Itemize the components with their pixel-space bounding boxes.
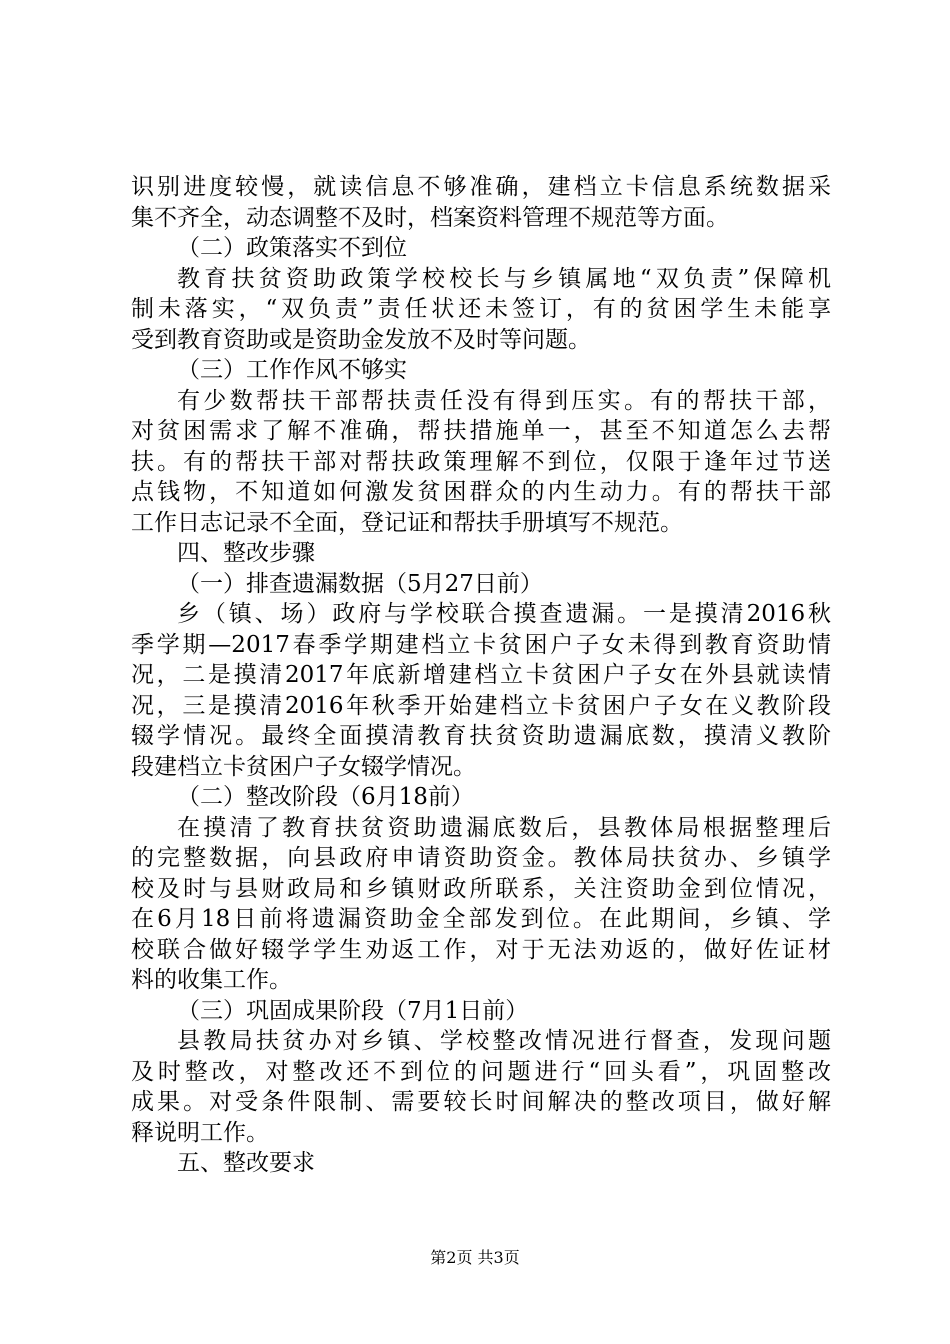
document-body	[131, 172, 831, 1179]
paragraph-line: 况，三是摸清2016年秋季开始建档立卡贫困户子女在义教阶段	[131, 692, 831, 719]
paragraph-line: 对贫困需求了解不准确，帮扶措施单一，甚至不知道怎么去帮	[131, 418, 831, 444]
paragraph-line: 的完整数据，向县政府申请资助资金。教体局扶贫办、乡镇学	[131, 845, 831, 871]
subsection-heading: （三）工作作风不够实	[177, 357, 407, 383]
paragraph-line: 县教局扶贫办对乡镇、学校整改情况进行督查，发现问题	[177, 1028, 831, 1054]
subsection-heading: （一）排查遗漏数据（5月27日前）	[177, 570, 543, 597]
paragraph-line: 辍学情况。最终全面摸清教育扶贫资助遗漏底数，摸清义教阶	[131, 723, 831, 749]
subsection-heading: （二）政策落实不到位	[177, 235, 407, 261]
section-heading: 四、整改步骤	[177, 540, 315, 566]
paragraph-line: 在6月18日前将遗漏资助金全部发到位。在此期间，乡镇、学	[131, 906, 831, 932]
paragraph-line: 段建档立卡贫困户子女辍学情况。	[131, 753, 476, 780]
section-heading: 五、整改要求	[177, 1150, 315, 1176]
paragraph-line: 释说明工作。	[131, 1119, 269, 1146]
subsection-heading: （二）整改阶段（6月18前）	[177, 784, 474, 810]
paragraph-line: 成果。对受条件限制、需要较长时间解决的整改项目，做好解	[131, 1089, 831, 1115]
paragraph-line: 季学期—2017春季学期建档立卡贫困户子女未得到教育资助情	[131, 631, 831, 658]
paragraph-line: 受到教育资助或是资助金发放不及时等问题。	[131, 326, 591, 353]
paragraph-line: 及时整改，对整改还不到位的问题进行“回头看”，巩固整改	[131, 1058, 831, 1085]
paragraph-line: 况，二是摸清2017年底新增建档立卡贫困户子女在外县就读情	[131, 662, 831, 688]
page-footer: 第2页 共3页	[430, 1248, 520, 1267]
paragraph-line: 乡（镇、场）政府与学校联合摸查遗漏。一是摸清2016秋	[177, 601, 831, 627]
paragraph-line: 校及时与县财政局和乡镇财政所联系，关注资助金到位情况，	[131, 875, 831, 902]
paragraph-line: 点钱物，不知道如何激发贫困群众的内生动力。有的帮扶干部	[131, 479, 831, 505]
subsection-heading: （三）巩固成果阶段（7月1日前）	[177, 997, 529, 1024]
paragraph-line: 有少数帮扶干部帮扶责任没有得到压实。有的帮扶干部，	[177, 387, 831, 414]
paragraph-line: 扶。有的帮扶干部对帮扶政策理解不到位，仅限于逢年过节送	[131, 448, 831, 475]
paragraph-line: 集不齐全，动态调整不及时，档案资料管理不规范等方面。	[131, 204, 729, 231]
paragraph-line: 料的收集工作。	[131, 967, 292, 993]
paragraph-line: 识别进度较慢，就读信息不够准确，建档立卡信息系统数据采	[131, 174, 831, 200]
paragraph-line: 教育扶贫资助政策学校校长与乡镇属地“双负责”保障机	[177, 265, 831, 292]
paragraph-line: 制未落实，“双负责”责任状还未签订，有的贫困学生未能享	[131, 296, 831, 322]
paragraph-line: 校联合做好辍学学生劝返工作，对于无法劝返的，做好佐证材	[131, 936, 831, 963]
paragraph-line: 在摸清了教育扶贫资助遗漏底数后，县教体局根据整理后	[177, 814, 831, 841]
paragraph-line: 工作日志记录不全面，登记证和帮扶手册填写不规范。	[131, 509, 683, 536]
